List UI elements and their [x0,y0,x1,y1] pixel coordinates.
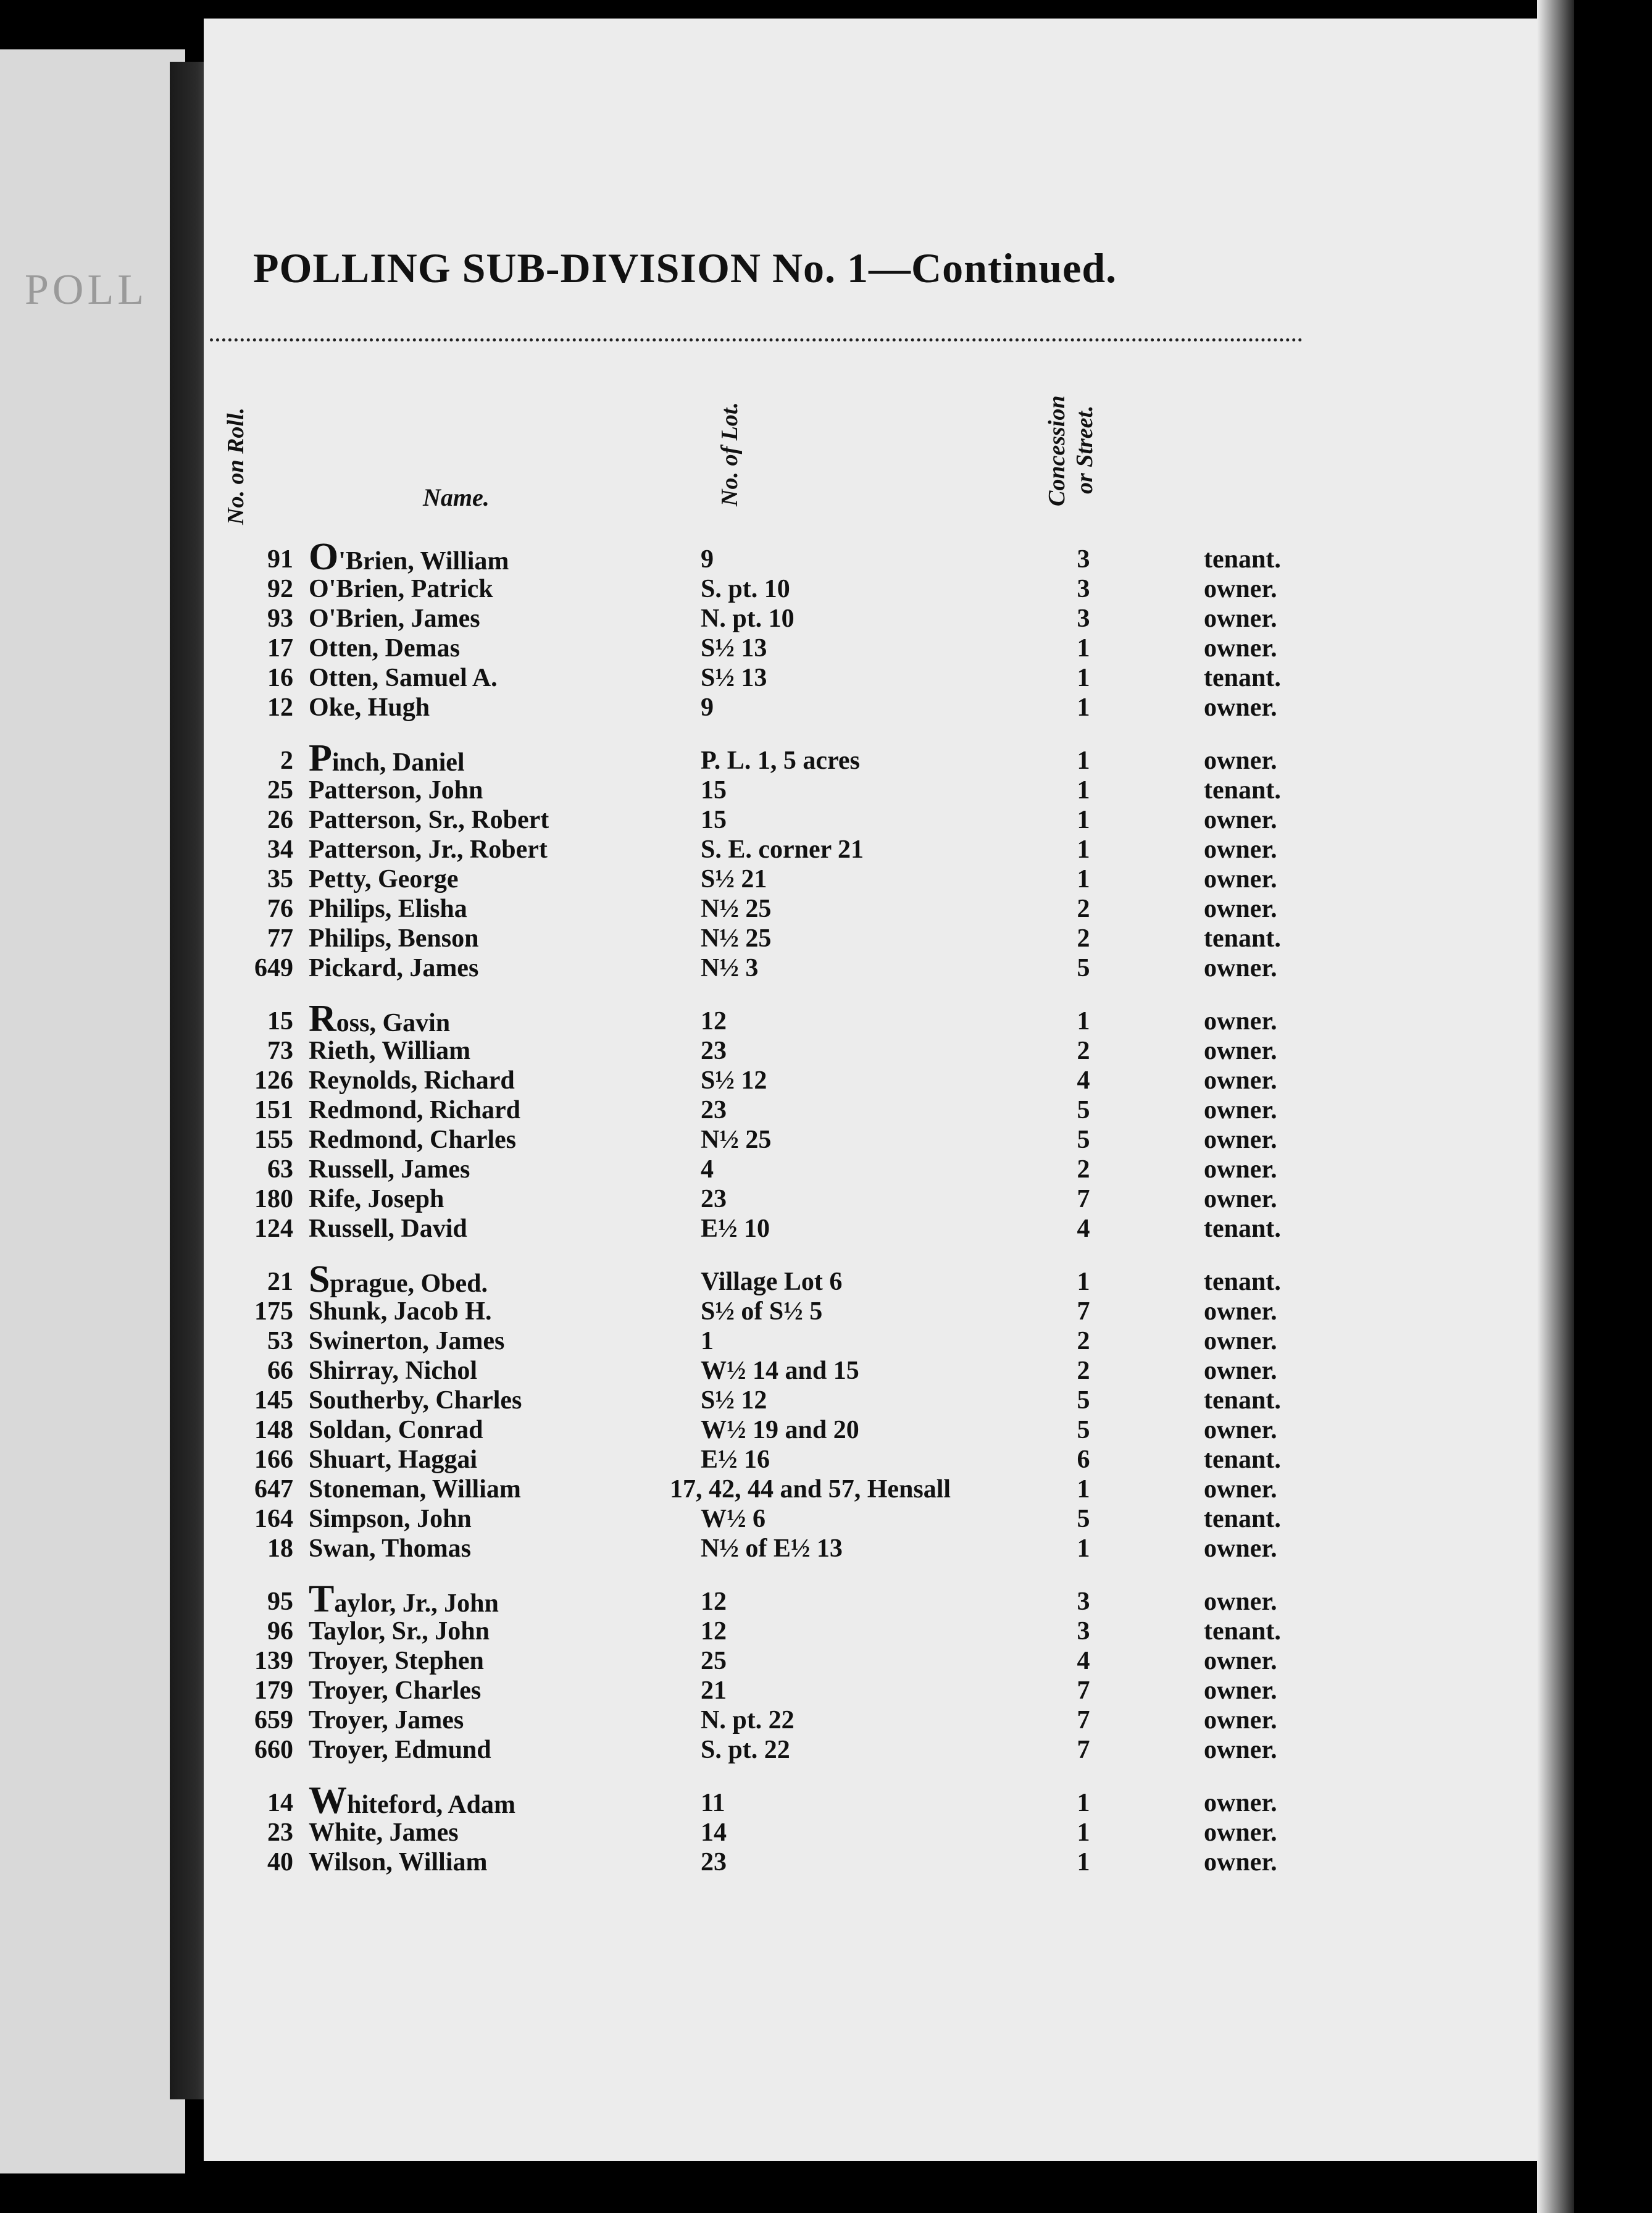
concession: 1 [1077,1818,1090,1847]
tenure-status: owner. [1204,1848,1277,1876]
voter-name [309,1258,488,1300]
voter-name: Taylor, Sr., John [309,1617,490,1646]
lot-number: 23 [701,1037,727,1065]
concession: 5 [1077,1386,1090,1415]
concession: 4 [1077,1215,1090,1243]
concession: 2 [1077,1357,1090,1385]
voter-name: Philips, Elisha [309,895,467,923]
lot-number: E½ 10 [701,1215,770,1243]
tenure-status: owner. [1204,1126,1277,1154]
concession: 3 [1077,1588,1090,1616]
table-row [204,1445,1550,1475]
table-row [204,1735,1550,1765]
concession: 1 [1077,1848,1090,1876]
lot-number: N½ 25 [701,924,772,953]
lot-number: S½ 21 [701,865,767,893]
roll-number: 155 [254,1126,293,1154]
table-row [204,953,1550,983]
table-row [204,693,1550,722]
voter-name: Otten, Demas [309,634,460,663]
tenure-status: owner. [1204,954,1277,982]
table-row [204,1415,1550,1445]
table-row [204,1646,1550,1676]
tenure-status: owner. [1204,1736,1277,1764]
concession: 1 [1077,634,1090,663]
lot-number: Village Lot 6 [701,1268,843,1296]
roll-number: 53 [267,1327,293,1355]
voter-name-rest: prague, Obed. [330,1270,488,1298]
lot-number: 12 [701,1588,727,1616]
concession: 2 [1077,1327,1090,1355]
tenure-status: owner. [1204,634,1277,663]
concession: 1 [1077,747,1090,775]
group-initial: W [309,1780,347,1822]
concession: 7 [1077,1736,1090,1764]
table-row [204,1125,1550,1155]
lot-number: S. pt. 22 [701,1736,790,1764]
tenure-status: owner. [1204,1818,1277,1847]
col-header-concession: Concession [1044,395,1070,506]
voter-name: Wilson, William [309,1848,488,1876]
roll-number: 164 [254,1505,293,1533]
roll-number: 139 [254,1647,293,1675]
concession: 5 [1077,1505,1090,1533]
lot-number: 21 [701,1676,727,1705]
tenure-status: owner. [1204,1475,1277,1504]
lot-number: 23 [701,1096,727,1124]
roll-number: 166 [254,1445,293,1474]
concession: 4 [1077,1066,1090,1095]
roll-number: 40 [267,1848,293,1876]
lot-number: S. E. corner 21 [701,835,864,864]
roll-number: 180 [254,1185,293,1213]
tenure-status: tenant. [1204,1386,1281,1415]
roll-number: 92 [267,575,293,603]
lot-number: S½ 13 [701,664,767,692]
page-edge-shadow [1537,0,1574,2213]
voter-name: White, James [309,1818,459,1847]
voter-name: Swinerton, James [309,1327,505,1355]
concession: 5 [1077,954,1090,982]
lot-number: 23 [701,1185,727,1213]
col-header-roll: No. on Roll. [223,407,249,525]
roll-number: 124 [254,1215,293,1243]
voter-name: Redmond, Richard [309,1096,521,1124]
concession: 1 [1077,865,1090,893]
tenure-status: owner. [1204,1789,1277,1817]
tenure-status: owner. [1204,1327,1277,1355]
tenure-status: owner. [1204,604,1277,633]
voter-name [309,1780,515,1822]
tenure-status: owner. [1204,747,1277,775]
concession: 7 [1077,1676,1090,1705]
tenure-status: owner. [1204,1037,1277,1065]
table-row [204,1066,1550,1095]
table-row [204,924,1550,953]
table-row [204,864,1550,894]
table-row [204,1818,1550,1847]
roll-number: 660 [254,1736,293,1764]
concession: 7 [1077,1297,1090,1326]
voter-name: Otten, Samuel A. [309,664,498,692]
tenure-status: tenant. [1204,1505,1281,1533]
concession: 1 [1077,1534,1090,1563]
table-row [204,835,1550,864]
roll-number: 23 [267,1818,293,1847]
concession: 1 [1077,1007,1090,1035]
table-row [204,1475,1550,1504]
roll-number: 91 [267,545,293,574]
lot-number: 14 [701,1818,727,1847]
roll-number: 21 [267,1268,293,1296]
tenure-status: tenant. [1204,664,1281,692]
tenure-status: owner. [1204,1534,1277,1563]
table-row [204,1258,1550,1300]
roll-number: 148 [254,1416,293,1444]
voter-name [309,998,451,1040]
lot-number: S. pt. 10 [701,575,790,603]
lot-number: 15 [701,776,727,805]
group-initial: T [309,1578,335,1620]
roll-number: 93 [267,604,293,633]
voter-name [309,1578,499,1620]
roll-number: 17 [267,634,293,663]
tenure-status: owner. [1204,1357,1277,1385]
lot-number: 25 [701,1647,727,1675]
tenure-status: tenant. [1204,1617,1281,1646]
roll-number: 77 [267,924,293,953]
tenure-status: owner. [1204,835,1277,864]
voter-name [309,737,465,779]
lot-number: 17, 42, 44 and 57, Hensall [670,1475,951,1504]
roll-number: 18 [267,1534,293,1563]
roll-number: 145 [254,1386,293,1415]
lot-number: W½ 6 [701,1505,766,1533]
lot-number: 9 [701,693,714,722]
tenure-status: owner. [1204,1155,1277,1184]
col-header-name: Name. [423,483,490,511]
voter-name: Shuart, Haggai [309,1445,478,1474]
concession: 1 [1077,776,1090,805]
lot-number: S½ 13 [701,634,767,663]
table-row [204,1504,1550,1534]
voter-name-rest: oss, Gavin [336,1009,451,1037]
table-row [204,1534,1550,1563]
concession: 2 [1077,1155,1090,1184]
voter-name: Troyer, James [309,1706,464,1734]
tenure-status: owner. [1204,806,1277,834]
table-row [204,1386,1550,1415]
lot-number: 12 [701,1617,727,1646]
roll-number: 659 [254,1706,293,1734]
voter-name: Troyer, Stephen [309,1647,484,1675]
roll-number: 649 [254,954,293,982]
tenure-status: owner. [1204,1096,1277,1124]
group-initial: O [309,536,339,578]
col-header-street: or Street. [1072,405,1098,494]
voter-name-rest: aylor, Jr., John [334,1589,499,1618]
table-row [204,1297,1550,1326]
concession: 1 [1077,693,1090,722]
concession: 5 [1077,1126,1090,1154]
lot-number: 15 [701,806,727,834]
voter-name: Rieth, William [309,1037,471,1065]
voter-name: Philips, Benson [309,924,479,953]
concession: 3 [1077,575,1090,603]
voter-name: Russell, James [309,1155,470,1184]
lot-number: W½ 19 and 20 [701,1416,859,1444]
voter-name: Oke, Hugh [309,693,430,722]
concession: 1 [1077,1789,1090,1817]
roll-number: 175 [254,1297,293,1326]
voter-name: Patterson, Sr., Robert [309,806,549,834]
tenure-status: owner. [1204,1588,1277,1616]
table-row [204,1847,1550,1877]
tenure-status: owner. [1204,1416,1277,1444]
voter-name: Reynolds, Richard [309,1066,515,1095]
lot-number: 11 [701,1789,725,1817]
voter-name: Patterson, Jr., Robert [309,835,548,864]
group-initial: S [309,1258,330,1300]
roll-number: 66 [267,1357,293,1385]
roll-number: 12 [267,693,293,722]
concession: 1 [1077,1268,1090,1296]
concession: 3 [1077,545,1090,574]
lot-number: N½ 3 [701,954,759,982]
concession: 4 [1077,1647,1090,1675]
table-row [204,998,1550,1040]
voter-name: Troyer, Charles [309,1676,482,1705]
table-row [204,634,1550,663]
lot-number: 12 [701,1007,727,1035]
concession: 1 [1077,664,1090,692]
concession: 1 [1077,806,1090,834]
voter-name: Swan, Thomas [309,1534,471,1563]
col-header-lot: No. of Lot. [717,402,743,506]
roll-number: 179 [254,1676,293,1705]
voter-name-rest: 'Brien, William [338,547,509,575]
voter-name-rest: hiteford, Adam [347,1791,515,1819]
tenure-status: owner. [1204,1297,1277,1326]
voter-name: Shunk, Jacob H. [309,1297,492,1326]
voter-name: Soldan, Conrad [309,1416,483,1444]
roll-number: 34 [267,835,293,864]
lot-number: W½ 14 and 15 [701,1357,859,1385]
table-row [204,737,1550,779]
table-row [204,1676,1550,1705]
lot-number: 9 [701,545,714,574]
tenure-status: owner. [1204,575,1277,603]
concession: 5 [1077,1096,1090,1124]
concession: 5 [1077,1416,1090,1444]
tenure-status: owner. [1204,1007,1277,1035]
roll-number: 647 [254,1475,293,1504]
voter-name: Stoneman, William [309,1475,521,1504]
table-row [204,1095,1550,1125]
roll-number: 63 [267,1155,293,1184]
table-row [204,1780,1550,1822]
voter-name: Redmond, Charles [309,1126,517,1154]
lot-number: N½ of E½ 13 [701,1534,843,1563]
document-page [204,19,1550,2161]
roll-number: 15 [267,1007,293,1035]
table-row [204,574,1550,604]
roll-number: 76 [267,895,293,923]
group-initial: P [309,737,332,779]
tenure-status: tenant. [1204,1445,1281,1474]
table-row [204,1326,1550,1356]
tenure-status: tenant. [1204,924,1281,953]
voter-name: Southerby, Charles [309,1386,522,1415]
table-row [204,894,1550,924]
concession: 3 [1077,1617,1090,1646]
lot-number: 1 [701,1327,714,1355]
roll-number: 151 [254,1096,293,1124]
lot-number: S½ 12 [701,1386,767,1415]
facing-page-heading: POLL [25,266,148,314]
table-row [204,1036,1550,1066]
roll-number: 126 [254,1066,293,1095]
table-row [204,663,1550,693]
voter-name: Troyer, Edmund [309,1736,491,1764]
concession: 3 [1077,604,1090,633]
tenure-status: tenant. [1204,545,1281,574]
voter-name: Simpson, John [309,1505,472,1533]
concession: 7 [1077,1706,1090,1734]
voter-name: O'Brien, Patrick [309,575,493,603]
voter-name: Shirray, Nichol [309,1357,478,1385]
tenure-status: owner. [1204,693,1277,722]
lot-number: 23 [701,1848,727,1876]
roll-number: 25 [267,776,293,805]
group-initial: R [309,998,336,1040]
voter-name-rest: inch, Daniel [332,748,465,777]
concession: 1 [1077,835,1090,864]
roll-number: 16 [267,664,293,692]
tenure-status: owner. [1204,1676,1277,1705]
lot-number: N. pt. 10 [701,604,795,633]
lot-number: N. pt. 22 [701,1706,795,1734]
tenure-status: owner. [1204,1706,1277,1734]
page-title: POLLING SUB-DIVISION No. 1—Continued. [253,245,1117,291]
concession: 7 [1077,1185,1090,1213]
table-row [204,805,1550,835]
table-row [204,1184,1550,1214]
lot-number: N½ 25 [701,1126,772,1154]
concession: 2 [1077,895,1090,923]
table-row [204,536,1550,578]
voter-name: Rife, Joseph [309,1185,444,1213]
roll-number: 73 [267,1037,293,1065]
table-row [204,1214,1550,1244]
lot-number: P. L. 1, 5 acres [701,747,860,775]
title-divider [210,338,1303,341]
tenure-status: owner. [1204,1066,1277,1095]
tenure-status: tenant. [1204,1215,1281,1243]
concession: 2 [1077,924,1090,953]
roll-number: 14 [267,1789,293,1817]
lot-number: 4 [701,1155,714,1184]
table-row [204,776,1550,805]
table-row [204,1705,1550,1735]
concession: 1 [1077,1475,1090,1504]
voter-name: Patterson, John [309,776,483,805]
tenure-status: owner. [1204,865,1277,893]
table-row [204,1578,1550,1620]
tenure-status: owner. [1204,1647,1277,1675]
lot-number: E½ 16 [701,1445,770,1474]
voter-name [309,536,509,578]
concession: 2 [1077,1037,1090,1065]
tenure-status: owner. [1204,895,1277,923]
voter-name: Russell, David [309,1215,467,1243]
table-row [204,1155,1550,1184]
roll-number: 96 [267,1617,293,1646]
table-row [204,604,1550,634]
facing-page [0,49,185,2173]
voter-name: Pickard, James [309,954,479,982]
voter-name: O'Brien, James [309,604,480,633]
concession: 6 [1077,1445,1090,1474]
lot-number: N½ 25 [701,895,772,923]
tenure-status: owner. [1204,1185,1277,1213]
tenure-status: tenant. [1204,1268,1281,1296]
table-row [204,1617,1550,1646]
voter-name: Petty, George [309,865,459,893]
table-row [204,1356,1550,1386]
lot-number: S½ of S½ 5 [701,1297,823,1326]
roll-number: 26 [267,806,293,834]
tenure-status: tenant. [1204,776,1281,805]
lot-number: S½ 12 [701,1066,767,1095]
roll-number: 2 [280,747,293,775]
roll-number: 35 [267,865,293,893]
roll-number: 95 [267,1588,293,1616]
